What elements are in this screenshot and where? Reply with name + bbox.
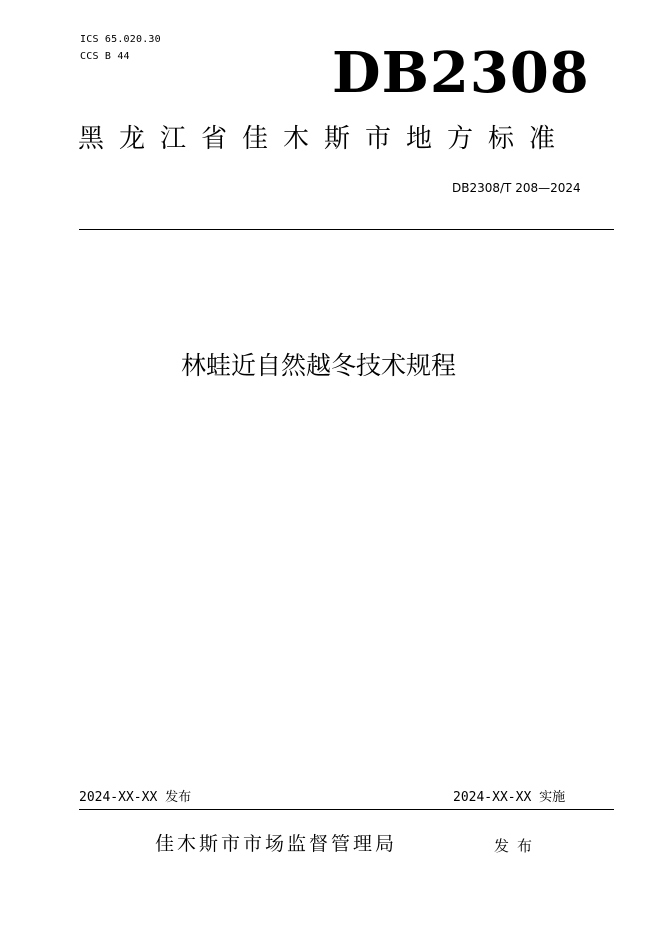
issue-label: 发布 xyxy=(494,837,541,855)
implement-date: 2024-XX-XX 实施 xyxy=(453,790,566,805)
issuing-authority: 佳木斯市市场监督管理局 xyxy=(155,833,398,855)
ics-code: ICS 65.020.30 xyxy=(80,34,161,45)
top-divider xyxy=(79,229,614,230)
db-code-heading: DB2308 xyxy=(332,40,590,106)
publish-date: 2024-XX-XX 发布 xyxy=(79,790,192,805)
bottom-divider xyxy=(79,809,614,810)
ccs-code: CCS B 44 xyxy=(80,51,130,62)
standard-authority-title: 黑龙江省佳木斯市地方标准 xyxy=(78,124,571,154)
document-title: 林蛙近自然越冬技术规程 xyxy=(181,351,457,380)
standard-number: DB2308/T 208—2024 xyxy=(452,181,581,195)
